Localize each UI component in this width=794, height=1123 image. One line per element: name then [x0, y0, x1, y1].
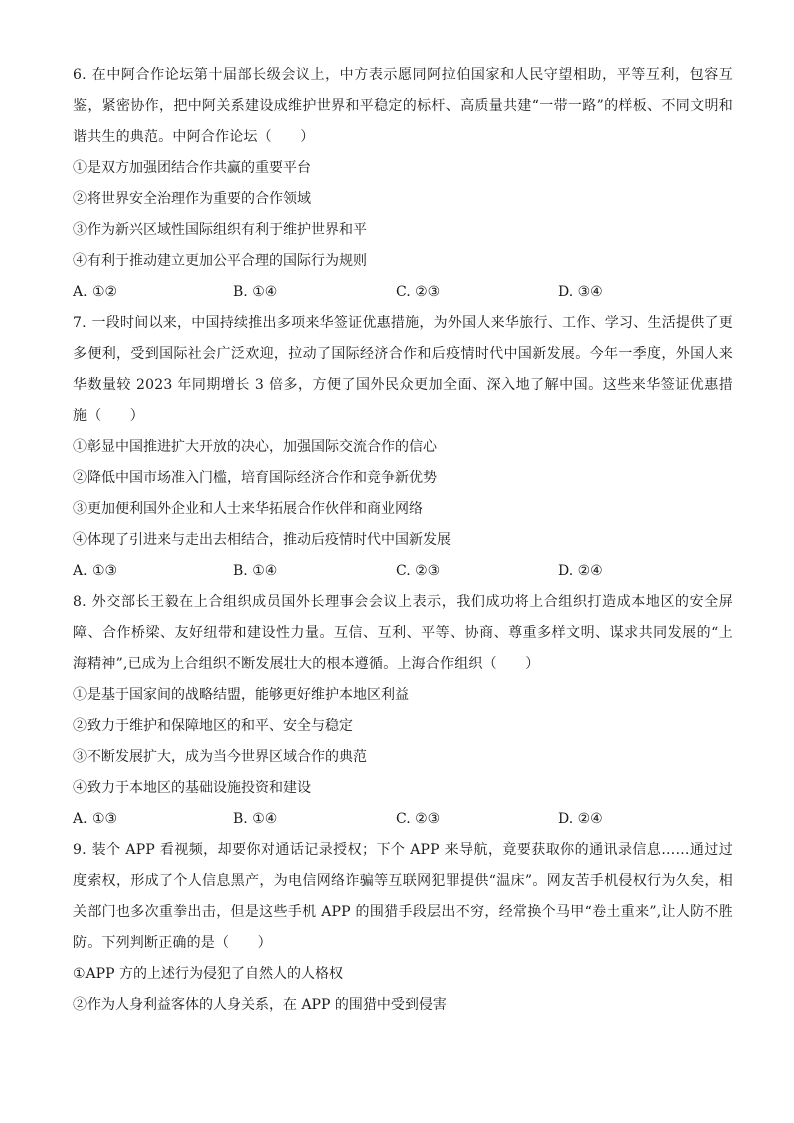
statement-option: ②作为人身利益客体的人身关系，在 APP 的围猎中受到侵害 [73, 997, 447, 1013]
choice-c: C. ②③ [396, 563, 441, 579]
choice-d: D. ③④ [558, 284, 603, 300]
statement-option: ①是双方加强团结合作共赢的重要平台 [73, 160, 311, 176]
question-9 [73, 835, 733, 1021]
answer-choices [73, 804, 733, 835]
question-stem: 6. 在中阿合作论坛第十届部长级会议上，中方表示愿同阿拉伯国家和人民守望相助，平等互利，包容互鉴，紧密协作，把中阿关系建设成维护世界和平稳定的标杆、高质量共建“一带一路”的样板、不同文明和谐共生的典范。中阿合作论坛（ ） [73, 67, 733, 145]
statement-option: ④致力于本地区的基础设施投资和建设 [73, 780, 311, 796]
choice-b: B. ①④ [233, 284, 278, 300]
choice-b: B. ①④ [233, 811, 278, 827]
statement-option: ①APP 方的上述行为侵犯了自然人的人格权 [73, 966, 343, 982]
choice-d: D. ②④ [558, 811, 603, 827]
question-stem: 9. 装个 APP 看视频，却要你对通话记录授权；下个 APP 来导航，竟要获取你的通讯录信息……通过过度索权，形成了个人信息黑产，为电信网络诈骗等互联网犯罪提供“温床”。网友苦手机侵权行为久矣，相关部门也多次重拳出击，但是这些手机 APP 的围猎手段层出不穷，经常换个马甲“卷土重来”,让人防不胜防。下列判断正确的是（ ） [73, 842, 733, 951]
choice-a: A. ①② [73, 284, 118, 300]
statement-option: ③作为新兴区域性国际组织有利于维护世界和平 [73, 222, 367, 238]
answer-choices [73, 277, 733, 308]
statement-option: ③更加便利国外企业和人士来华拓展合作伙伴和商业网络 [73, 501, 423, 517]
statement-option: ②降低中国市场准入门槛，培育国际经济合作和竞争新优势 [73, 470, 437, 486]
question-6 [73, 60, 733, 308]
statement-option: ④体现了引进来与走出去相结合，推动后疫情时代中国新发展 [73, 532, 451, 548]
question-stem: 7. 一段时间以来，中国持续推出多项来华签证优惠措施，为外国人来华旅行、工作、学习、生活提供了更多便利，受到国际社会广泛欢迎，拉动了国际经济合作和后疫情时代中国新发展。今年一季度，外国人来华数量较 2023 年同期增长 3 倍多，方便了国外民众更加全面、深入地了解中国。这些来华签证优惠措施（ ） [73, 315, 733, 424]
statement-option: ②致力于维护和保障地区的和平、安全与稳定 [73, 718, 353, 734]
choice-d: D. ②④ [558, 563, 603, 579]
question-stem: 8. 外交部长王毅在上合组织成员国外长理事会会议上表示，我们成功将上合组织打造成本地区的安全屏障、合作桥梁、友好纽带和建设性力量。互信、互利、平等、协商、尊重多样文明、谋求共同发展的“上海精神”,已成为上合组织不断发展壮大的根本遵循。上海合作组织（ ） [73, 594, 733, 672]
choice-b: B. ①④ [233, 563, 278, 579]
statement-option: ①彰显中国推进扩大开放的决心，加强国际交流合作的信心 [73, 439, 437, 455]
statement-option: ①是基于国家间的战略结盟，能够更好维护本地区利益 [73, 687, 409, 703]
statement-option: ③不断发展扩大，成为当今世界区域合作的典范 [73, 749, 367, 765]
choice-a: A. ①③ [73, 811, 118, 827]
exam-page [73, 60, 733, 1021]
choice-c: C. ②③ [396, 284, 441, 300]
question-8 [73, 587, 733, 835]
statement-option: ②将世界安全治理作为重要的合作领域 [73, 191, 311, 207]
choice-c: C. ②③ [396, 811, 441, 827]
choice-a: A. ①③ [73, 563, 118, 579]
question-7 [73, 308, 733, 587]
statement-option: ④有利于推动建立更加公平合理的国际行为规则 [73, 253, 367, 269]
answer-choices [73, 556, 733, 587]
